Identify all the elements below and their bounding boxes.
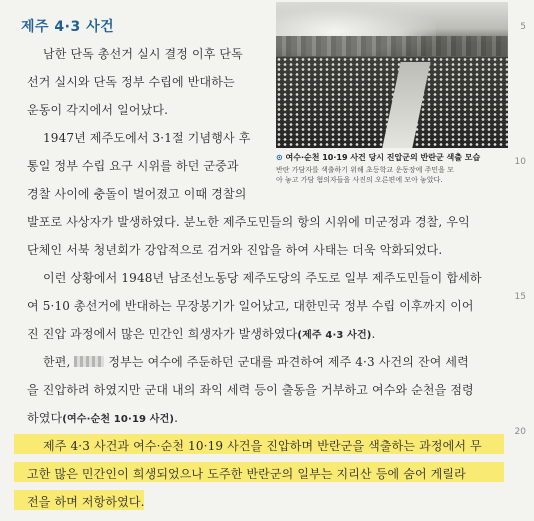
event-reference: (여수·순천 10·19 사건) [62,414,175,425]
text-line: 이런 상황에서 1948년 남조선노동당 제주도당의 주도로 일부 제주도민들이 합세하 [43,271,482,285]
photo-caption [276,152,512,185]
text-line: 통일 정부 수립 요구 시위를 하던 군중과 [27,159,239,173]
line-number: 5 [520,22,526,32]
line-number: 10 [514,157,526,167]
caption-marker-icon: ⊙ [276,153,283,162]
text-line: 경찰 사이에 충돌이 벌어졌고 이때 경찰의 [27,187,247,201]
caption-body-line: 반란 가담자를 색출하기 위해 초등학교 운동장에 주민을 모 [276,166,454,174]
text-line: 한편, 정부는 여수에 주둔하던 군대를 파견하여 제주 4·3 사건의 잔여 세력 [43,355,469,369]
caption-title: 여수·순천 10·19 사건 당시 진압군의 반란군 색출 모습 [285,153,481,162]
text-line: 선거 실시와 단독 정부 수립에 반대하는 [27,75,235,89]
caption-body-line: 아 놓고 가담 혐의자들을 사진의 오른편에 모아 놓았다. [276,176,443,184]
section-heading: 제주 4·3 사건 [21,19,115,35]
text-line: 운동이 각지에서 일어났다. [27,103,169,117]
text-line: 고한 많은 민간인이 희생되었으나 도주한 반란군의 일부는 지리산 등에 숨어 게릴라 [27,467,466,481]
line-number: 15 [514,292,526,302]
text-line: 진 진압 과정에서 많은 민간인 희생자가 발생하였다(제주 4·3 사건). [27,327,376,341]
line-number: 20 [514,427,526,437]
text-line: 남한 단독 총선거 실시 결정 이후 단독 [43,47,243,61]
historical-photo [276,2,508,148]
text-line: 단체인 서북 청년회가 강압적으로 검거와 진압을 하여 사태는 더욱 악화되었다. [27,243,443,257]
text-line: 1947년 제주도에서 3·1절 기념행사 후 [43,131,251,145]
text-line: 발포로 사상자가 발생하였다. 분노한 제주도민들의 항의 시위에 미군정과 경찰, 우익 [27,215,470,229]
text-line: 을 진압하려 하였지만 군대 내의 좌익 세력 등이 출동을 거부하고 여수와 순천을 점령 [27,383,474,397]
text-line: 여 5·10 총선거에 반대하는 무장봉기가 일어났고, 대한민국 정부 수립 이후까지 이어 [27,299,474,313]
text-line: 전을 하며 저항하였다. [27,495,145,509]
event-reference: (제주 4·3 사건) [297,330,372,341]
text-line: 제주 4·3 사건과 여수·순천 10·19 사건을 진압하며 반란군을 색출하는 과정에서 무 [43,439,482,453]
redacted-text [74,356,104,367]
text-line: 하였다(여수·순천 10·19 사건). [27,411,179,425]
